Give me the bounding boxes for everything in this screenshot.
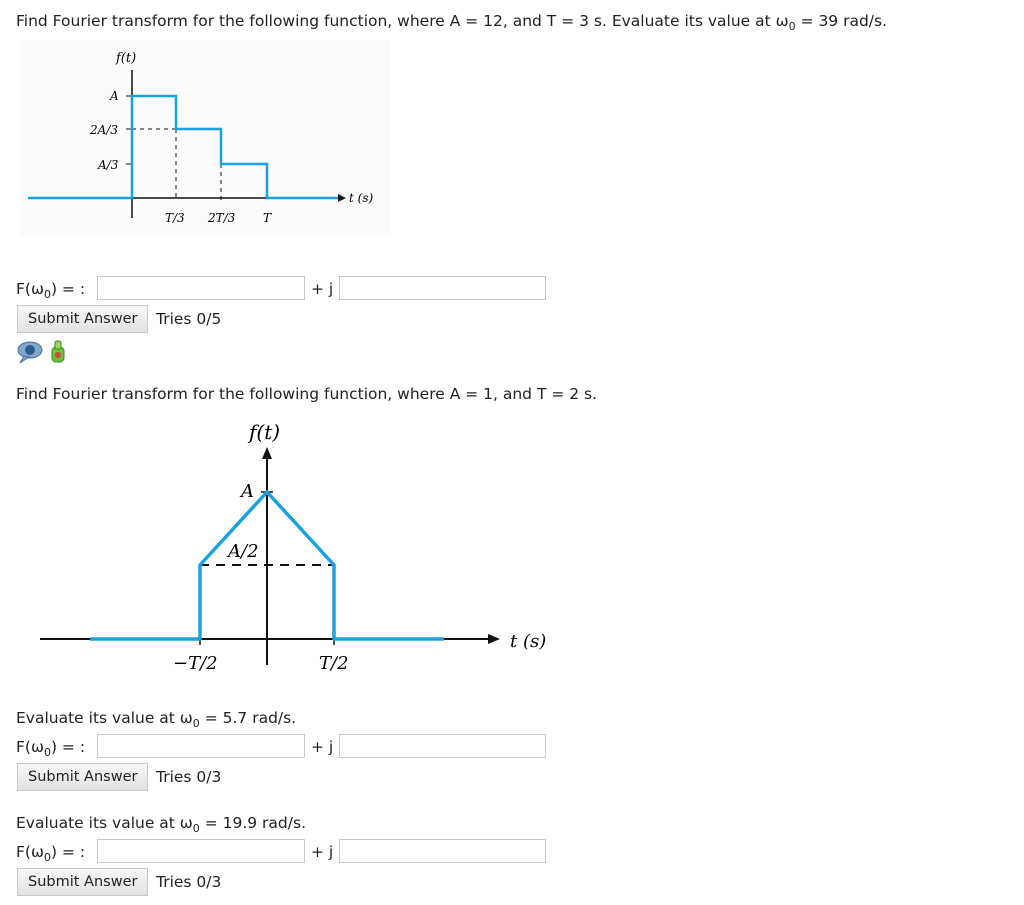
q2-part1-plus-j: + j: [311, 738, 334, 756]
q2-part1-tries: Tries 0/3: [156, 768, 222, 786]
q2-xtick-neg-t2: −T/2: [173, 653, 218, 674]
q2-part1-answer-label: $F(\omega_0)$ = :: [16, 738, 86, 759]
q1-figure-bg: [20, 40, 390, 235]
q2-xtick-t2: T/2: [319, 653, 349, 674]
q1-ylabel: f(t): [116, 51, 137, 66]
q1-figure: [20, 40, 390, 235]
q2-part1-submit-button[interactable]: Submit Answer: [17, 763, 148, 791]
q1-ytick-a: A: [110, 89, 119, 103]
q2-xlabel: t (s): [510, 631, 547, 652]
q1-xtick-t: T: [263, 211, 272, 225]
q2-part1-imag-input[interactable]: [339, 734, 546, 758]
hint-icon[interactable]: [46, 338, 70, 366]
q2-y-arrow: [262, 447, 272, 459]
q2-part2-tries: Tries 0/3: [156, 873, 222, 891]
q2-part1-eval: Evaluate its value at $\omega_0 = 5.7$ rad/s.: [16, 709, 297, 730]
q1-real-input[interactable]: [97, 276, 305, 300]
q2-ylabel: f(t): [249, 420, 281, 444]
q2-ytick-a2: A/2: [228, 541, 259, 562]
q1-ytick-2a3: 2A/3: [90, 123, 118, 137]
q1-submit-button[interactable]: Submit Answer: [17, 305, 148, 333]
q1-prompt: Find Fourier transform for the following function, where A = 12, and T = 3 s. Evaluate its value at $\omega_0 = 39$ rad/s.: [16, 12, 888, 33]
q2-part2-answer-label: $F(\omega_0)$ = :: [16, 843, 86, 864]
q2-x-arrow: [488, 634, 500, 644]
q1-xlabel: t (s): [349, 191, 374, 205]
q2-part2-plus-j: + j: [311, 843, 334, 861]
q2-prompt: Find Fourier transform for the following function, where A = 1, and T = 2 s.: [16, 385, 598, 403]
q1-xtick-2t3: 2T/3: [208, 211, 236, 225]
q2-part2-imag-input[interactable]: [339, 839, 546, 863]
q1-xtick-t3: T/3: [165, 211, 185, 225]
q2-part1-real-input[interactable]: [97, 734, 305, 758]
q2-part2-eval: Evaluate its value at $\omega_0 = 19.9$ rad/s.: [16, 814, 306, 835]
q1-ytick-a3: A/3: [98, 158, 119, 172]
q2-ytick-a: A: [241, 481, 254, 502]
help-icon[interactable]: [16, 339, 44, 365]
q1-answer-label: $F(\omega_0)$ = :: [16, 280, 86, 301]
q2-part2-submit-button[interactable]: Submit Answer: [17, 868, 148, 896]
q2-figure: [30, 415, 570, 685]
q1-plus-j: + j: [311, 280, 334, 298]
q2-part2-real-input[interactable]: [97, 839, 305, 863]
q1-imag-input[interactable]: [339, 276, 546, 300]
q1-tries: Tries 0/5: [156, 310, 222, 328]
